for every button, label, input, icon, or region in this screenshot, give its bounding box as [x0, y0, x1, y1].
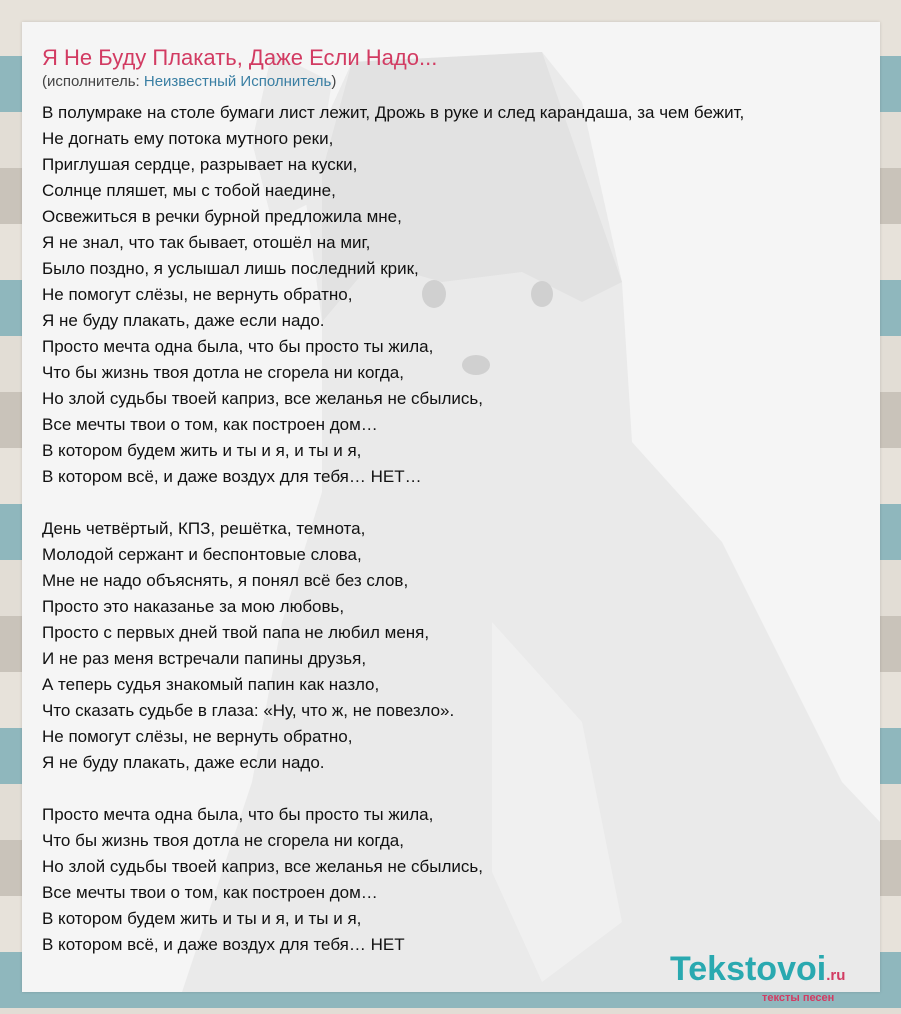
lyric-line: Но злой судьбы твоей каприз, все желанья не сбылись, — [42, 389, 483, 408]
artist-link[interactable]: Неизвестный Исполнитель — [143, 73, 332, 90]
lyric-line: Я не знал, что так бывает, отошёл на миг, — [42, 233, 371, 252]
lyric-line: Просто мечта одна была, что бы просто ты жила, — [42, 805, 434, 824]
lyrics-text — [42, 100, 880, 958]
song-title: Я Не Буду Плакать, Даже Если Надо... — [42, 45, 438, 70]
lyric-line: В полумраке на столе бумаги лист лежит, Дрожь в руке и след карандаша, за чем бежит, — [42, 103, 745, 122]
lyric-line: Приглушая сердце, разрывает на куски, — [42, 155, 358, 174]
lyric-line: Просто мечта одна была, что бы просто ты жила, — [42, 337, 434, 356]
lyric-line: А теперь судья знакомый папин как назло, — [42, 675, 380, 694]
lyric-line: Освежиться в речки бурной предложила мне, — [42, 207, 402, 226]
lyric-line: Что бы жизнь твоя дотла не сгорела ни когда, — [42, 363, 404, 382]
artist-suffix: ) — [331, 73, 337, 90]
lyric-line: Я не буду плакать, даже если надо. — [42, 753, 325, 772]
stanza-gap — [42, 776, 880, 802]
lyric-line: В котором будем жить и ты и я, и ты и я, — [42, 909, 362, 928]
lyrics-content — [42, 44, 880, 958]
lyric-line: В котором всё, и даже воздух для тебя… НЕТ… — [42, 467, 422, 486]
lyric-line: Не помогут слёзы, не вернуть обратно, — [42, 727, 353, 746]
lyric-line: День четвёртый, КПЗ, решётка, темнота, — [42, 519, 366, 538]
site-logo[interactable] — [670, 950, 846, 1004]
lyric-line: Было поздно, я услышал лишь последний крик, — [42, 259, 419, 278]
lyric-line: Но злой судьбы твоей каприз, все желанья не сбылись, — [42, 857, 483, 876]
lyric-line: Не помогут слёзы, не вернуть обратно, — [42, 285, 353, 304]
lyric-line: Мне не надо объяснять, я понял всё без слов, — [42, 571, 409, 590]
lyric-line: В котором будем жить и ты и я, и ты и я, — [42, 441, 362, 460]
logo-tagline: тексты песен — [762, 992, 835, 1004]
lyric-line: Все мечты твои о том, как построен дом… — [42, 883, 378, 902]
lyric-line: Просто с первых дней твой папа не любил меня, — [42, 623, 430, 642]
lyric-line: Просто это наказанье за мою любовь, — [42, 597, 345, 616]
lyrics-card — [22, 22, 880, 1004]
logo-wordmark: Tekstovoi — [670, 950, 827, 988]
stanza-1 — [42, 100, 880, 490]
lyric-line: Молодой сержант и беспонтовые слова, — [42, 545, 362, 564]
lyric-line: Все мечты твои о том, как построен дом… — [42, 415, 378, 434]
lyric-line: Солнце пляшет, мы с тобой наедине, — [42, 181, 336, 200]
lyric-line: Я не буду плакать, даже если надо. — [42, 311, 325, 330]
artist-prefix: (исполнитель: — [42, 73, 144, 90]
artist-line — [42, 72, 880, 92]
lyric-line: Что сказать судьбе в глаза: «Ну, что ж, не повезло». — [42, 701, 455, 720]
lyric-line: И не раз меня встречали папины друзья, — [42, 649, 367, 668]
lyric-line: Не догнать ему потока мутного реки, — [42, 129, 334, 148]
stanza-gap — [42, 490, 880, 516]
stanza-2 — [42, 516, 880, 776]
logo-tld: .ru — [826, 967, 846, 984]
stanza-3 — [42, 802, 880, 958]
lyric-line: Что бы жизнь твоя дотла не сгорела ни когда, — [42, 831, 404, 850]
lyric-line: В котором всё, и даже воздух для тебя… НЕТ — [42, 935, 405, 954]
